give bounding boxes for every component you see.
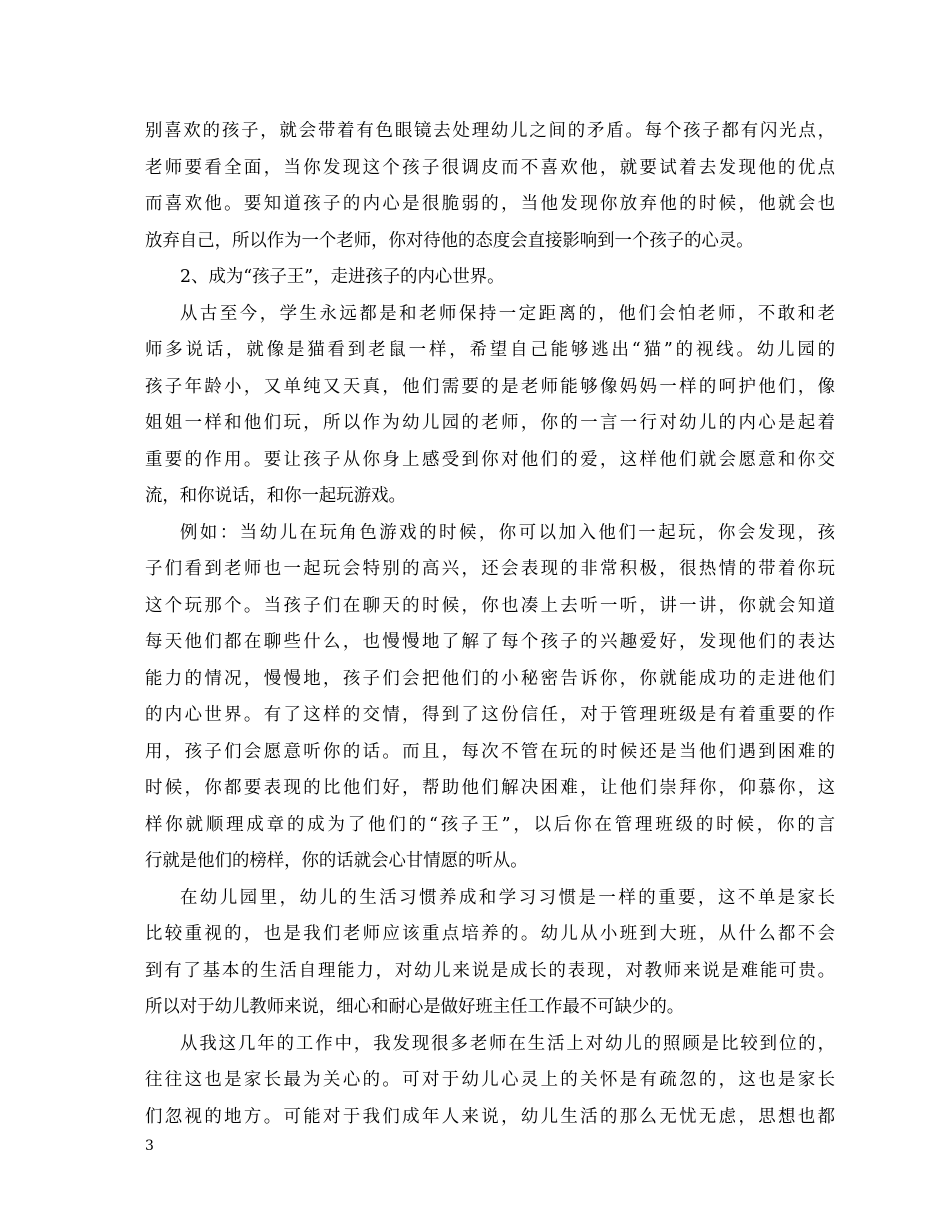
text-line: 时候，你都要表现的比他们好，帮助他们解决困难，让他们崇拜你，仰慕你，这 bbox=[145, 778, 835, 798]
document-body bbox=[145, 113, 835, 1135]
text-line: 例如：当幼儿在玩角色游戏的时候，你可以加入他们一起玩，你会发现，孩 bbox=[180, 522, 835, 543]
text-line: 从古至今，学生永远都是和老师保持一定距离的，他们会怕老师，不敢和老 bbox=[180, 303, 835, 324]
text-line: 放弃自己，所以作为一个老师，你对待他的态度会直接影响到一个孩子的心灵。 bbox=[145, 230, 754, 251]
text-line: 从我这几年的工作中，我发现很多老师在生活上对幼儿的照顾是比较到位的， bbox=[180, 1033, 835, 1054]
text-line: 的内心世界。有了这样的交情，得到了这份信任，对于管理班级是有着重要的作 bbox=[145, 705, 835, 725]
text-line: 们忽视的地方。可能对于我们成年人来说，幼儿生活的那么无忧无虑，思想也都 bbox=[145, 1106, 835, 1127]
text-line: 子们看到老师也一起玩会特别的高兴，还会表现的非常积极，很热情的带着你玩 bbox=[145, 559, 835, 579]
text-line: 别喜欢的孩子，就会带着有色眼镜去处理幼儿之间的矛盾。每个孩子都有闪光点， bbox=[145, 121, 835, 141]
text-line: 往往这也是家长最为关心的。可对于幼儿心灵上的关怀是有疏忽的，这也是家长 bbox=[145, 1070, 835, 1090]
text-line: 到有了基本的生活自理能力，对幼儿来说是成长的表现，对教师来说是难能可贵。 bbox=[145, 960, 835, 981]
text-line: 重要的作用。要让孩子从你身上感受到你对他们的爱，这样他们就会愿意和你交 bbox=[145, 449, 835, 470]
text-line: 在幼儿园里，幼儿的生活习惯养成和学习习惯是一样的重要，这不单是家长 bbox=[180, 887, 835, 908]
text-line: 所以对于幼儿教师来说，细心和耐心是做好班主任工作最不可缺少的。 bbox=[145, 997, 685, 1017]
text-line: 而喜欢他。要知道孩子的内心是很脆弱的，当他发现你放弃他的时候，他就会也 bbox=[145, 194, 835, 214]
text-line: 师多说话，就像是猫看到老鼠一样，希望自己能够逃出“猫”的视线。幼儿园的 bbox=[145, 340, 835, 360]
text-line: 2、成为“孩子王”，走进孩子的内心世界。 bbox=[180, 267, 505, 287]
text-line: 能力的情况，慢慢地，孩子们会把他们的小秘密告诉你，你就能成功的走进他们 bbox=[145, 668, 835, 689]
text-line: 用，孩子们会愿意听你的话。而且，每次不管在玩的时候还是当他们遇到困难的 bbox=[145, 741, 835, 762]
text-line: 每天他们都在聊些什么，也慢慢地了解了每个孩子的兴趣爱好，发现他们的表达 bbox=[145, 632, 835, 652]
text-line: 样你就顺理成章的成为了他们的“孩子王”，以后你在管理班级的时候，你的言 bbox=[145, 814, 835, 835]
text-line: 比较重视的，也是我们老师应该重点培养的。幼儿从小班到大班，从什么都不会 bbox=[145, 924, 835, 944]
text-line: 老师要看全面，当你发现这个孩子很调皮而不喜欢他，就要试着去发现他的优点 bbox=[145, 157, 835, 178]
text-line: 行就是他们的榜样，你的话就会心甘情愿的听从。 bbox=[145, 851, 528, 871]
page-number: 3 bbox=[145, 1138, 154, 1154]
text-line: 这个玩那个。当孩子们在聊天的时候，你也凑上去听一听，讲一讲，你就会知道 bbox=[145, 595, 835, 616]
text-line: 姐姐一样和他们玩，所以作为幼儿园的老师，你的一言一行对幼儿的内心是起着 bbox=[145, 413, 835, 433]
text-line: 孩子年龄小，又单纯又天真，他们需要的是老师能够像妈妈一样的呵护他们，像 bbox=[145, 376, 835, 397]
text-line: 流，和你说话，和你一起玩游戏。 bbox=[145, 486, 406, 506]
